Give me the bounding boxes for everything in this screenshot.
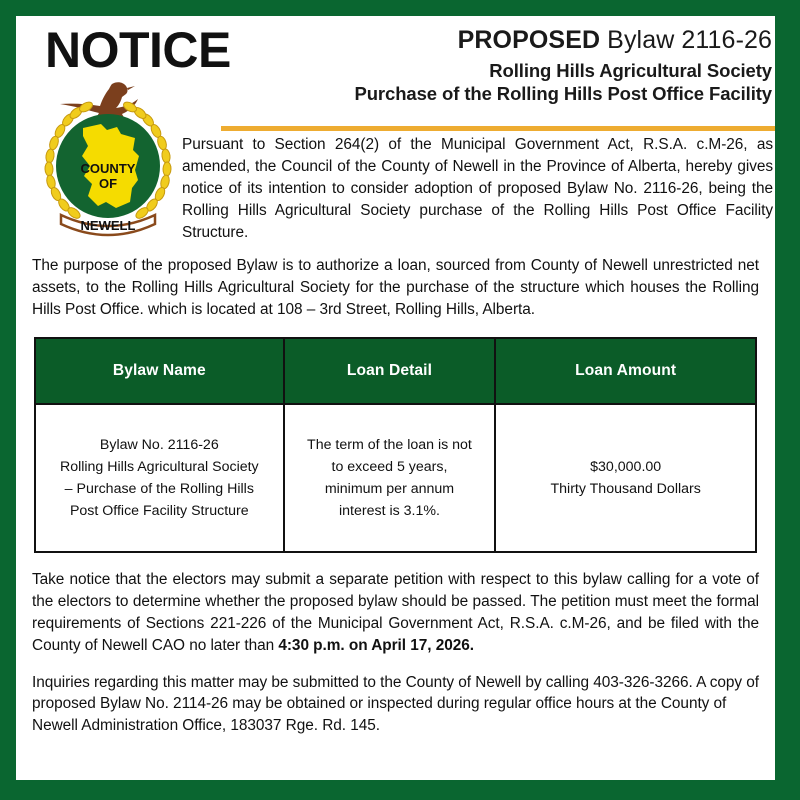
cell-loan-amount (495, 404, 755, 551)
table-header-row (36, 339, 755, 404)
cell-loan-amount-line-1: $30,000.00 (590, 459, 662, 475)
county-of-newell-logo-icon (35, 76, 181, 238)
petition-deadline: 4:30 p.m. on April 17, 2026. (278, 636, 474, 654)
header-titles (212, 26, 772, 106)
cell-loan-detail-line-2: to exceed 5 years, (331, 459, 448, 475)
cell-bylaw-name-line-4: Post Office Facility Structure (69, 503, 249, 519)
cell-loan-detail-line-4: interest is 3.1%. (339, 503, 440, 519)
bylaw-heading (212, 26, 772, 54)
table-row (36, 404, 755, 551)
column-header-loan-amount: Loan Amount (495, 339, 755, 404)
bylaw-loan-table (34, 337, 757, 553)
cell-loan-detail-line-1: The term of the loan is not (307, 437, 472, 453)
cell-bylaw-name-line-3: – Purchase of the Rolling Hills (64, 481, 254, 497)
bylaw-heading-number: Bylaw 2116-26 (600, 26, 772, 54)
crest-newell-text: NEWELL (80, 218, 136, 233)
crest-county-text: COUNTY (80, 161, 136, 176)
paragraph-take-notice (32, 569, 759, 657)
column-header-loan-detail: Loan Detail (284, 339, 496, 404)
cell-loan-amount-line-2: Thirty Thousand Dollars (550, 481, 701, 497)
cell-bylaw-name-line-1: Bylaw No. 2116-26 (99, 437, 219, 453)
bylaw-heading-strong: PROPOSED (457, 26, 601, 54)
paragraph-purpose: The purpose of the proposed Bylaw is to authorize a loan, sourced from County of Newell unrestricted net assets, to the Rolling Hills Agricultural Society for the purchase of the structure which houses the Rolling Hills Post Office. which is located at 108 – 3rd Street, Rolling Hills, Alberta. (32, 257, 759, 319)
cell-loan-detail-line-3: minimum per annum (324, 481, 455, 497)
paragraph-take-notice-text: Take notice that the electors may submit a separate petition with respect to this bylaw calling for a vote of the electors to determine whether the proposed bylaw should be passed. The petition must meet the formal requirements of Sections 221-226 of the Municipal Government Act, R.S.A. c.M-26, and be filed with the County of Newell CAO no later than (32, 571, 759, 654)
cell-loan-detail (284, 404, 496, 551)
subtitle-line-1: Rolling Hills Agricultural Society (489, 60, 772, 81)
page-title: NOTICE (45, 22, 231, 78)
crest-of-text: OF (98, 176, 118, 191)
subtitle-line-2: Purchase of the Rolling Hills Post Office Facility (354, 83, 772, 105)
paragraph-pursuant: Pursuant to Section 264(2) of the Municipal Government Act, R.S.A. c.M-26, as amended, the Council of the County of Newell in the Province of Alberta, hereby gives notice of its intention to consider adoption of proposed Bylaw No. 2116-26, being the Rolling Hills Agricultural Society purchase of the Rolling Hills Post Office Facility Structure. (182, 136, 773, 241)
cell-bylaw-name-line-2: Rolling Hills Agricultural Society (59, 459, 259, 475)
cell-bylaw-name (36, 404, 284, 551)
column-header-bylaw-name: Bylaw Name (36, 339, 284, 404)
paragraph-inquiries: Inquiries regarding this matter may be submitted to the County of Newell by calling 403-326-3266. A copy of proposed Bylaw No. 2114-26 may be obtained or inspected during regular office hours at the County of Newell Administration Office, 183037 Rge. Rd. 145. (32, 673, 759, 735)
notice-sheet (16, 16, 775, 780)
gold-divider (221, 126, 775, 131)
